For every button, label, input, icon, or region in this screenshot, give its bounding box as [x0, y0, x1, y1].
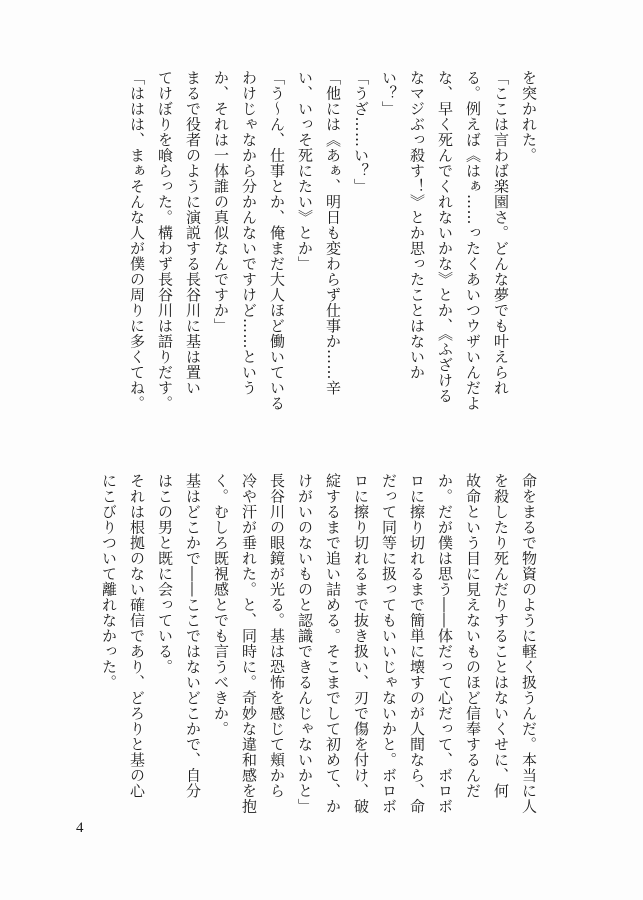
text-line: い？」 — [380, 70, 398, 117]
text-line: 「うざ……い？」 — [352, 70, 370, 194]
text-line: 「ここは言わば楽園さ。どんな夢でも叶えられ — [492, 70, 510, 396]
text-line: を殺したり死んだりすることはないくせに、何 — [492, 473, 510, 799]
text-line: それは根拠のない確信であり、どろりと基の心 — [128, 473, 146, 799]
page-number: 4 — [76, 820, 84, 836]
text-line: く。むしろ既視感とでも言うべきか。 — [212, 473, 230, 737]
text-line: 「ははは、まぁそんな人が僕の周りに多くてね。 — [128, 70, 146, 411]
text-line: い、いっそ死にたい》とか」 — [296, 70, 314, 272]
text-line: なマジぶっ殺す！》とか思ったことはないか — [408, 70, 426, 380]
text-line: 冷や汗が垂れた。と、同時に。奇妙な違和感を抱 — [240, 473, 258, 814]
text-line: けがいのないものと認識できるんじゃないかと」 — [296, 473, 314, 814]
text-line: ロに擦り切れるまで抜き扱い、刃で傷を付け、破 — [352, 473, 370, 814]
text-line: にこびりついて離れなかった。 — [100, 473, 118, 690]
text-line: 故命という目に見えないものほど信奉するんだ — [464, 473, 482, 799]
text-line: 「う～ん、仕事とか、俺まだ大人ほど働いている — [268, 70, 286, 411]
text-line: だって同等に扱ってもいいじゃないかと。ボロボ — [380, 473, 398, 814]
text-line: を突かれた。 — [520, 70, 538, 163]
text-line: か、それは一体誰の真似なんですか」 — [212, 70, 230, 334]
text-block-bottom — [95, 473, 543, 858]
text-line: わけじゃなから分かんないですけど……という — [240, 70, 258, 396]
text-line: 「他には《あぁ、明日も変わらず仕事か……辛 — [324, 70, 342, 396]
text-line: 長谷川の眼鏡が光る。基は恐怖を感じて頬から — [268, 473, 286, 799]
text-line: な、早く死んでくれないかな》とか、《ふざける — [436, 70, 454, 404]
text-line: ロに擦り切れるまで簡単に壊すのが人間なら、命 — [408, 473, 426, 814]
text-line: か。だが僕は思う――体だって心だって、ボロボ — [436, 473, 454, 814]
text-line: る。例えば《はぁ……ったくあいつウザいんだよ — [464, 70, 482, 411]
text-block-top — [123, 70, 543, 440]
text-line: てけぼりを喰らった。構わず長谷川は語りだす。 — [156, 70, 174, 411]
text-line: 基はどこかで――ここではないどこかで、自分 — [184, 473, 202, 799]
text-line: 命をまるで物資のように軽く扱うんだ。本当に人 — [520, 473, 538, 814]
text-line: はこの男と既に会っている。 — [156, 473, 174, 675]
text-line: まるで役者のように演説する長谷川に基は置い — [184, 70, 202, 396]
text-line: 綻するまで追い詰める。そこまでして初めて、か — [324, 473, 342, 814]
